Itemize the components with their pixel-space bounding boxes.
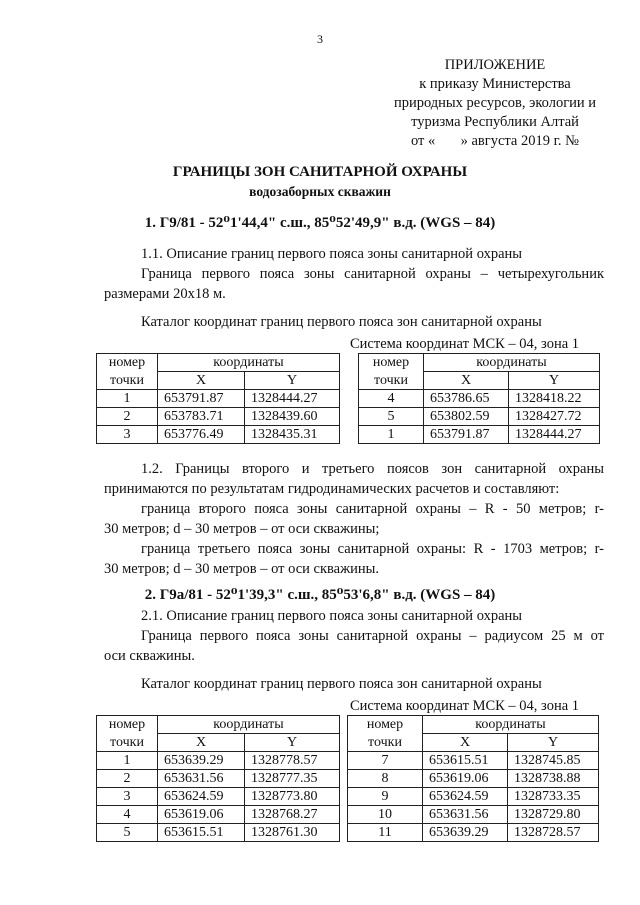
section1-text2e: 30 метров; d – 30 метров – от оси скважины. (104, 561, 380, 577)
header-point: точки (97, 734, 158, 752)
section1-heading: 1. Г9/81 - 52⁰1'44,4" с.ш., 85⁰52'49,9" в.д. (WGS – 84) (144, 215, 496, 231)
appendix-line: туризма Республики Алтай (411, 114, 579, 130)
header-coords: координаты (423, 716, 599, 734)
header-x: X (424, 372, 509, 390)
header-y: Y (245, 372, 340, 390)
section1-text1b: размерами 20х18 м. (104, 286, 226, 302)
table-row: 2 653631.56 1328777.35 (97, 770, 340, 788)
table-row: 9 653624.59 1328733.35 (348, 788, 599, 806)
header-point: точки (359, 372, 424, 390)
table1-right (358, 353, 600, 444)
header-point: точки (97, 372, 158, 390)
header-coords: координаты (158, 354, 340, 372)
table2-right (347, 715, 599, 842)
header-y: Y (508, 734, 599, 752)
table-row: 8 653619.06 1328738.88 (348, 770, 599, 788)
table-row: 4 653619.06 1328768.27 (97, 806, 340, 824)
document-title: ГРАНИЦЫ ЗОН САНИТАРНОЙ ОХРАНЫ (172, 164, 468, 180)
header-y: Y (509, 372, 600, 390)
document-subtitle: водозаборных скважин (249, 184, 391, 199)
table-row: 1 653791.87 1328444.27 (359, 426, 600, 444)
header-x: X (423, 734, 508, 752)
table-row: 11 653639.29 1328728.57 (348, 824, 599, 842)
section1-sub1: 1.1. Описание границ первого пояса зоны санитарной охраны (141, 246, 523, 262)
page-number: 3 (317, 32, 323, 46)
section1-coord-system: Система координат МСК – 04, зона 1 (350, 336, 580, 352)
section1-sub2: 1.2. Границы второго и третьего поясов зон санитарной охраны (141, 461, 604, 477)
appendix-title: ПРИЛОЖЕНИЕ (444, 57, 546, 73)
table-row: 5 653802.59 1328427.72 (359, 408, 600, 426)
header-coords: координаты (424, 354, 600, 372)
table-row: 3 653624.59 1328773.80 (97, 788, 340, 806)
section1-text2d: граница третьего пояса зоны санитарной охраны: R - 1703 метров; r- (141, 541, 604, 557)
header-number: номер (97, 716, 158, 734)
table-row: 4 653786.65 1328418.22 (359, 390, 600, 408)
section2-text1b: оси скважины. (104, 648, 195, 664)
section1-text2a: принимаются по результатам гидродинамических расчетов и составляют: (104, 481, 560, 497)
appendix-line: природных ресурсов, экологии и (393, 95, 597, 111)
section1-catalog-caption: Каталог координат границ первого пояса зон санитарной охраны (141, 314, 542, 330)
section2-text1a: Граница первого пояса зоны санитарной охраны – радиусом 25 м от (141, 628, 604, 644)
header-coords: координаты (158, 716, 340, 734)
table-row: 5 653615.51 1328761.30 (97, 824, 340, 842)
table-row: 1 653639.29 1328778.57 (97, 752, 340, 770)
table-row: 2 653783.71 1328439.60 (97, 408, 340, 426)
section1-text1a: Граница первого пояса зоны санитарной охраны – четырехугольник (141, 266, 604, 282)
header-y: Y (245, 734, 340, 752)
table-row: 10 653631.56 1328729.80 (348, 806, 599, 824)
header-number: номер (348, 716, 423, 734)
section2-heading: 2. Г9а/81 - 52⁰1'39,3" с.ш., 85⁰53'6,8" в.д. (WGS – 84) (144, 587, 496, 603)
section2-sub1: 2.1. Описание границ первого пояса зоны санитарной охраны (141, 608, 523, 624)
appendix-date-line: от « » августа 2019 г. № (410, 133, 580, 149)
header-number: номер (359, 354, 424, 372)
appendix-block (380, 56, 610, 151)
section1-text2b: граница второго пояса зоны санитарной охраны – R - 50 метров; r- (141, 501, 604, 517)
table1-left (96, 353, 340, 444)
section2-coord-system: Система координат МСК – 04, зона 1 (350, 698, 580, 714)
section2-catalog-caption: Каталог координат границ первого пояса зон санитарной охраны (141, 676, 542, 692)
header-point: точки (348, 734, 423, 752)
header-x: X (158, 372, 245, 390)
table-row: 1 653791.87 1328444.27 (97, 390, 340, 408)
table-row: 3 653776.49 1328435.31 (97, 426, 340, 444)
table2-left (96, 715, 340, 842)
header-number: номер (97, 354, 158, 372)
table-row: 7 653615.51 1328745.85 (348, 752, 599, 770)
appendix-line: к приказу Министерства (419, 76, 571, 92)
header-x: X (158, 734, 245, 752)
section1-text2c: 30 метров; d – 30 метров – от оси скважины; (104, 521, 380, 537)
